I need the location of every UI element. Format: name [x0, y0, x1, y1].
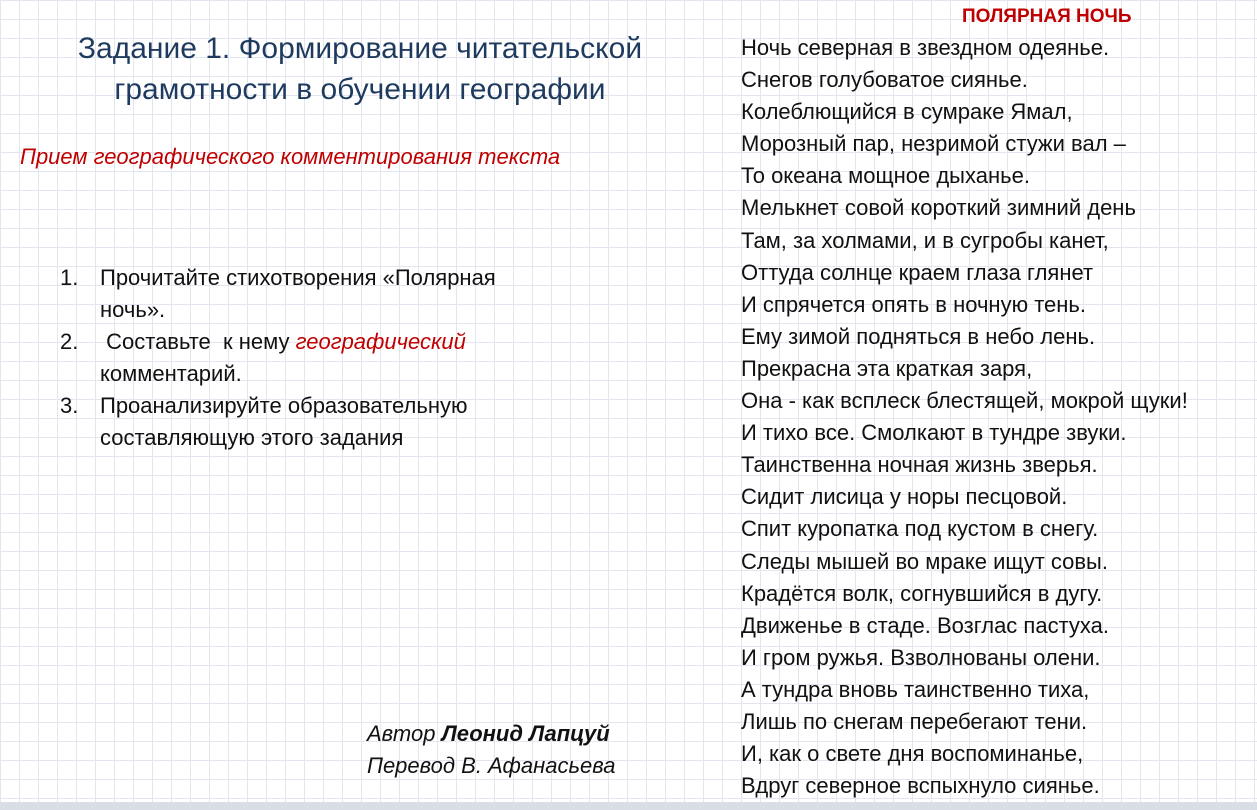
poem-line: Сидит лисица у норы песцовой. — [741, 484, 1068, 510]
poem-line: Лишь по снегам перебегают тени. — [741, 708, 1088, 734]
task-text-line: комментарий. — [100, 361, 242, 386]
poem-line: Прекрасна эта краткая заря, — [741, 355, 1033, 381]
poem-line: Морозный пар, незримой стужи вал – — [741, 131, 1126, 157]
poem-line: Оттуда солнце краем глаза глянет — [741, 259, 1094, 285]
poem-line: Вдруг северное вспыхнуло сиянье. — [741, 773, 1100, 799]
task-text-line: Проанализируйте образовательную — [100, 393, 468, 418]
poem-line: Мелькнет совой короткий зимний день — [741, 195, 1136, 221]
poem-line: Колеблющийся в сумраке Ямал, — [741, 99, 1073, 125]
slide-subtitle: Прием географического комментирования текста — [20, 144, 561, 169]
title-line-2: грамотности в обучении географии — [114, 73, 606, 106]
task-number: 2. — [60, 329, 79, 354]
poem-line: И гром ружья. Взволнованы олени. — [741, 644, 1101, 670]
poem-line: То океана мощное дыханье. — [741, 163, 1030, 189]
task-item-1 — [60, 262, 530, 326]
author-prefix: Автор — [367, 721, 442, 746]
task-number: 1. — [60, 265, 79, 290]
task-text-line: ночь». — [100, 297, 166, 322]
task-number: 3. — [60, 393, 79, 418]
poem-line: Движенье в стаде. Возглас пастуха. — [741, 612, 1109, 638]
poem-line: Таинственна ночная жизнь зверья. — [741, 452, 1098, 478]
poem-line: Ночь северная в звездном одеянье. — [741, 35, 1110, 60]
task-text-line: составляющую этого задания — [100, 425, 404, 450]
author-line — [367, 718, 615, 750]
poem-line: Крадётся волк, согнувшийся в дугу. — [741, 580, 1103, 606]
task-item-3 — [60, 390, 530, 454]
task-text-line: Прочитайте стихотворения «Полярная — [100, 265, 496, 290]
bottom-strip — [0, 802, 1257, 810]
title-line-1: Задание 1. Формирование читательской — [77, 32, 643, 65]
slide-title — [30, 28, 690, 110]
poem-line: А тундра вновь таинственно тиха, — [741, 676, 1090, 702]
highlighted-word: географический — [295, 329, 466, 354]
poem-line: Снегов голубоватое сиянье. — [741, 67, 1028, 93]
poem-line: И тихо все. Смолкают в тундре звуки. — [741, 420, 1127, 446]
poem-line: И спрячется опять в ночную тень. — [741, 291, 1086, 317]
poem-line: Следы мышей во мраке ищут совы. — [741, 548, 1108, 574]
poem-line: Она - как всплеск блестящей, мокрой щуки! — [741, 388, 1188, 414]
task-text-line — [100, 326, 530, 358]
poem-line: Ему зимой подняться в небо лень. — [741, 323, 1096, 349]
poem-line: И, как о свете дня воспоминанье, — [741, 741, 1084, 767]
task-item-2 — [60, 326, 530, 390]
poem-text — [741, 32, 1188, 802]
task-text: Составьте к нему — [100, 329, 296, 354]
translation-line: Перевод В. Афанасьева — [367, 753, 616, 778]
poem-line: Спит куропатка под кустом в снегу. — [741, 516, 1099, 542]
author-block — [367, 718, 615, 782]
author-name: Леонид Лапцуй — [441, 721, 610, 746]
poem-line: Там, за холмами, и в сугробы канет, — [741, 227, 1109, 253]
task-list — [60, 262, 530, 454]
poem-title: ПОЛЯРНАЯ НОЧЬ — [962, 6, 1132, 27]
